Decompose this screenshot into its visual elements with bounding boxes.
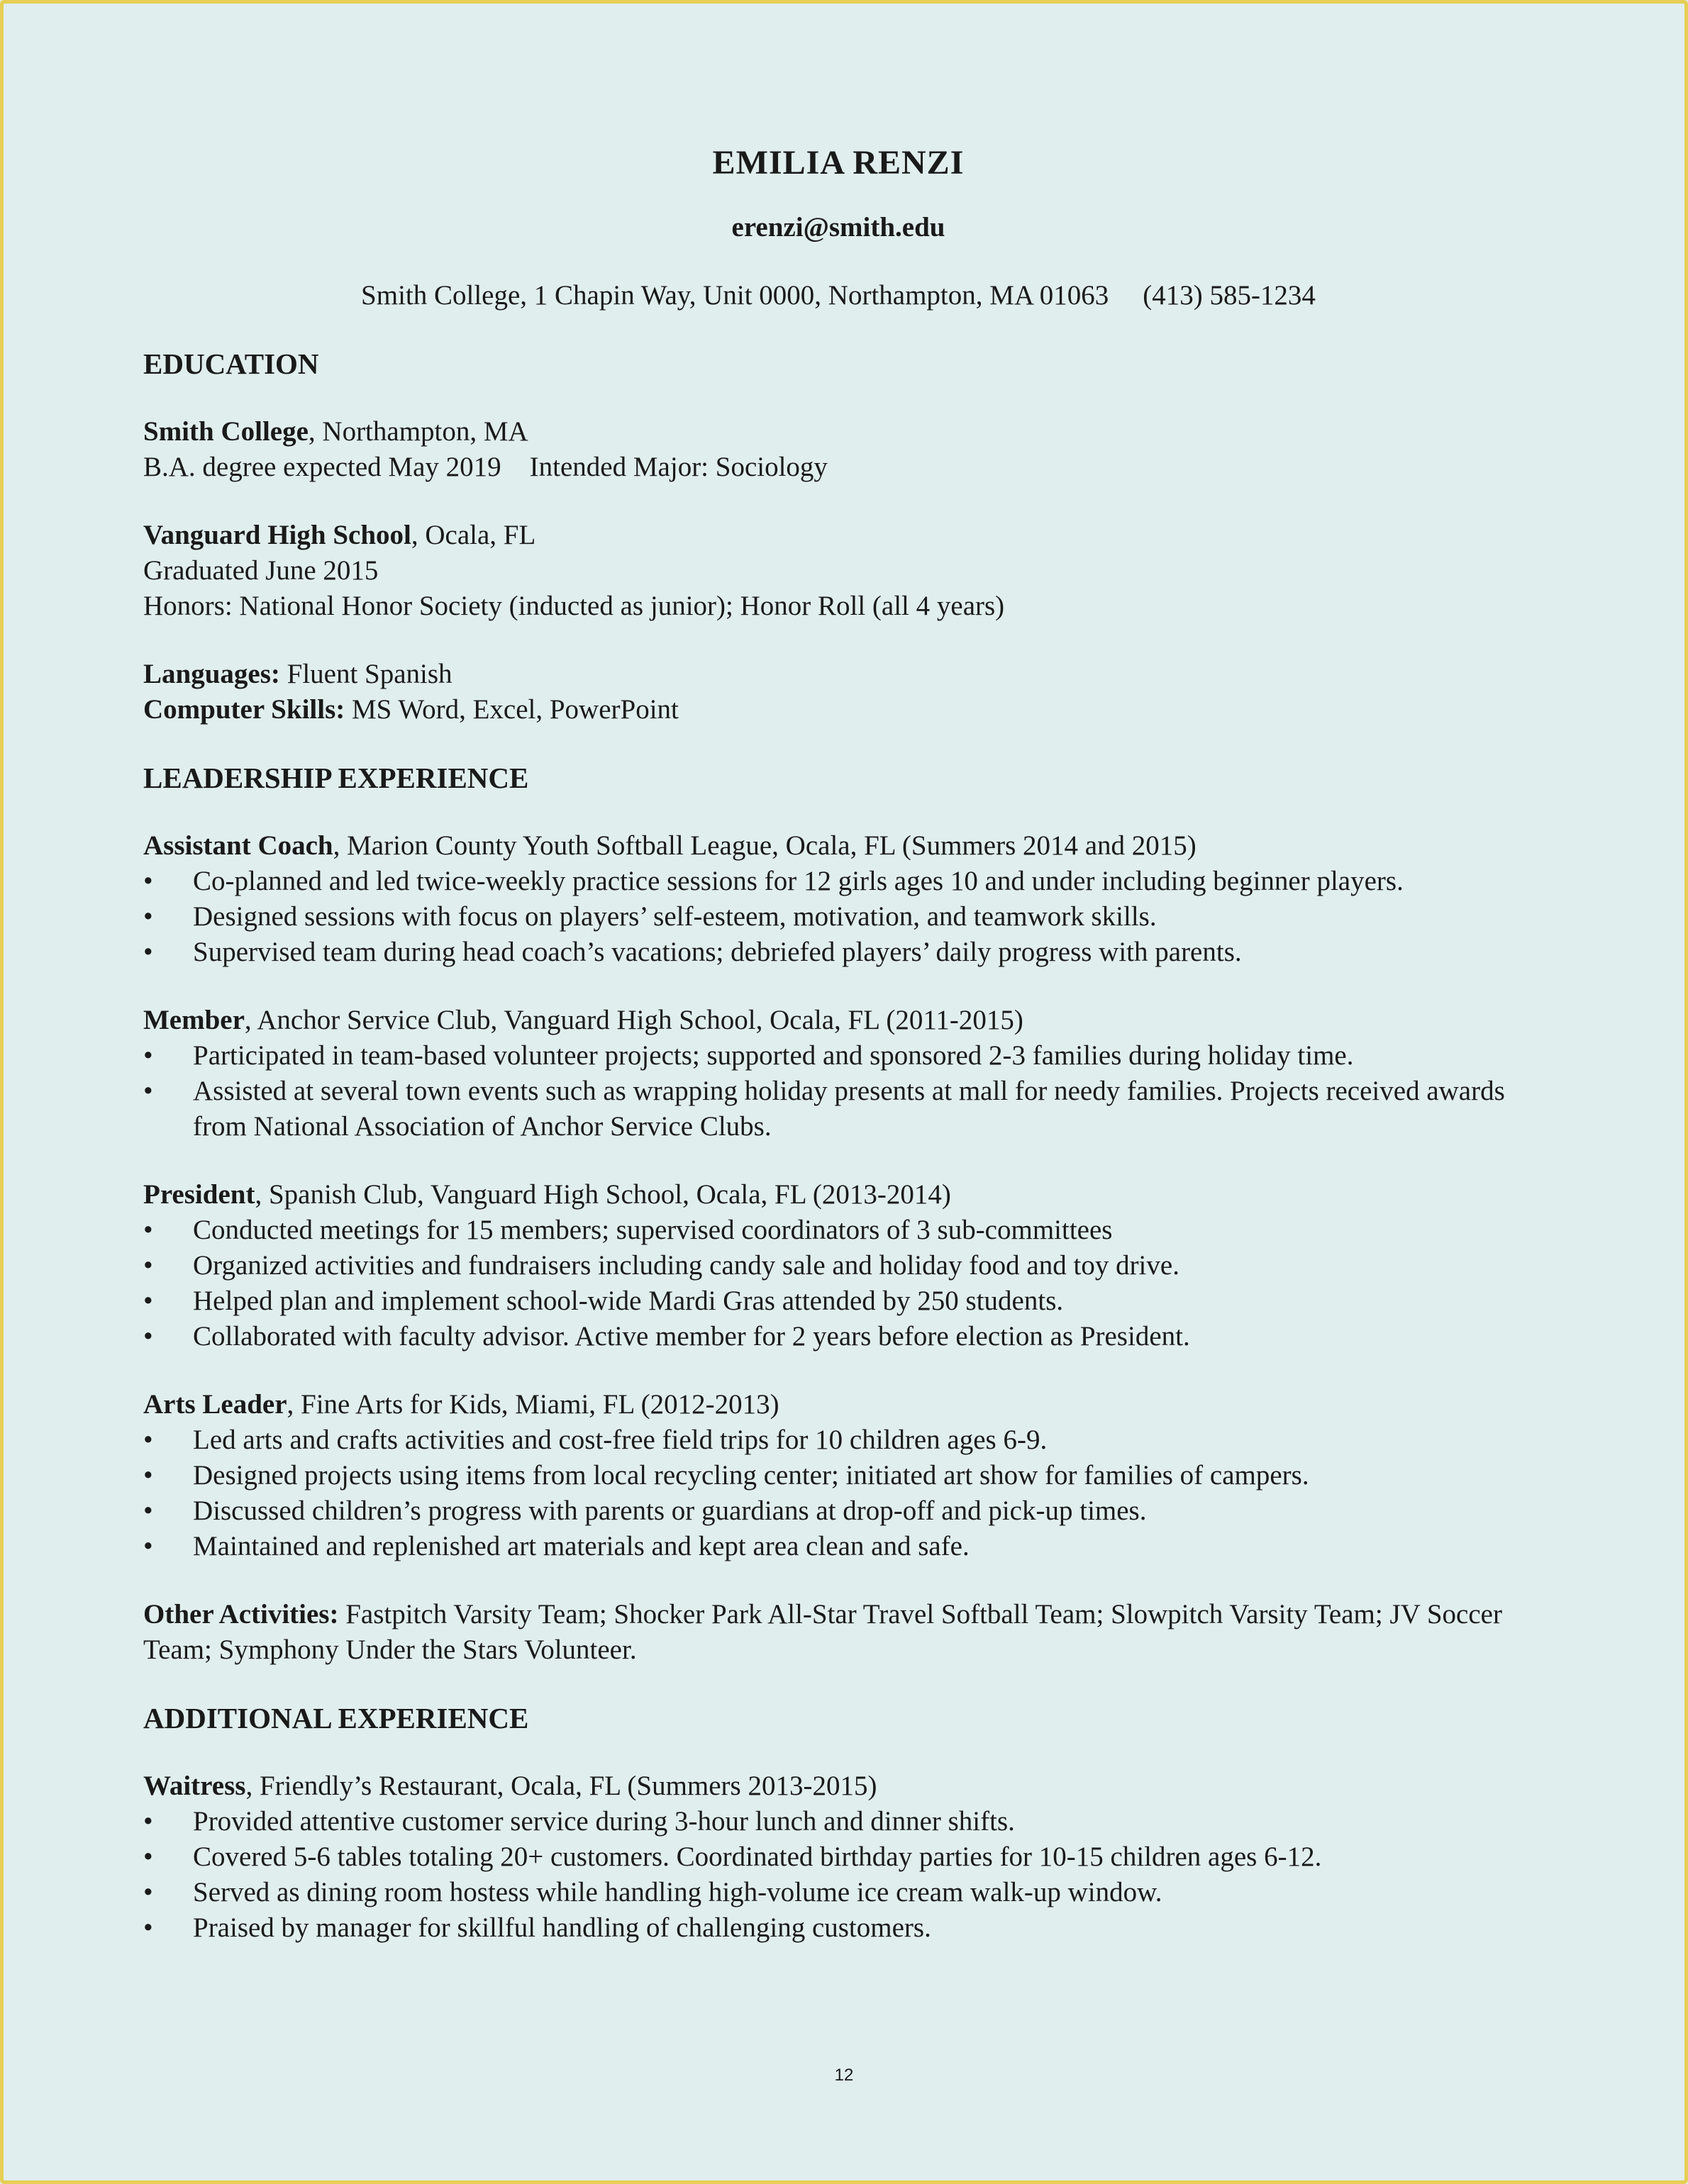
list-item: • Participated in team-based volunteer projects; supported and sponsored 2-3 families during holiday time. <box>143 1038 1533 1074</box>
bullet-icon: • <box>143 1912 153 1943</box>
list-item: • Supervised team during head coach’s vacations; debriefed players’ daily progress with parents. <box>143 935 1533 970</box>
list-item: • Covered 5-6 tables totaling 20+ customers. Coordinated birthday parties for 10-15 children ages 6-12. <box>143 1839 1533 1875</box>
phone-number: (413) 585-1234 <box>1143 280 1316 311</box>
leadership-entry-arts-leader <box>143 1387 1533 1564</box>
bullet-icon: • <box>143 1215 153 1245</box>
list-item: • Led arts and crafts activities and cost-free field trips for 10 children ages 6-9. <box>143 1422 1533 1458</box>
role-detail: , Anchor Service Club, Vanguard High School, Ocala, FL (2011-2015) <box>244 1005 1023 1035</box>
role-title: Assistant Coach <box>143 830 333 861</box>
bullet-icon: • <box>143 1460 153 1491</box>
list-item: • Discussed children’s progress with parents or guardians at drop-off and pick-up times. <box>143 1493 1533 1529</box>
list-item: • Collaborated with faculty advisor. Active member for 2 years before election as President. <box>143 1319 1533 1354</box>
role-line <box>143 828 1533 864</box>
bullet-list <box>143 1422 1533 1564</box>
bullet-list <box>143 864 1533 970</box>
bullet-icon: • <box>143 1040 153 1071</box>
email-address: erenzi@smith.edu <box>731 212 945 243</box>
bullet-icon: • <box>143 866 153 896</box>
school-name: Vanguard High School <box>143 520 411 550</box>
graduation-line: Graduated June 2015 <box>143 555 379 586</box>
role-line <box>143 1768 1533 1804</box>
list-item: • Helped plan and implement school-wide Mardi Gras attended by 250 students. <box>143 1283 1533 1319</box>
leadership-entry-president <box>143 1177 1533 1354</box>
languages-line <box>143 657 1533 692</box>
list-item: • Organized activities and fundraisers including candy sale and holiday food and toy drive. <box>143 1248 1533 1283</box>
role-title: President <box>143 1179 255 1210</box>
leadership-entry-coach <box>143 828 1533 970</box>
bullet-list <box>143 1213 1533 1354</box>
role-detail: , Marion County Youth Softball League, Ocala, FL (Summers 2014 and 2015) <box>333 830 1196 861</box>
role-line <box>143 1003 1533 1038</box>
honors-line: Honors: National Honor Society (inducted as junior); Honor Roll (all 4 years) <box>143 591 1005 621</box>
list-item: • Co-planned and led twice-weekly practice sessions for 12 girls ages 10 and under including beginner players. <box>143 864 1533 899</box>
bullet-icon: • <box>143 1531 153 1561</box>
candidate-name: EMILIA RENZI <box>712 144 965 182</box>
education-heading: EDUCATION <box>143 347 319 380</box>
bullet-icon: • <box>143 1495 153 1526</box>
bullet-icon: • <box>143 1842 153 1872</box>
bullet-icon: • <box>143 1286 153 1316</box>
additional-entry-waitress <box>143 1768 1533 1946</box>
school-line <box>143 518 1533 553</box>
bullet-icon: • <box>143 937 153 967</box>
list-item: • Designed projects using items from local recycling center; initiated art show for families of campers. <box>143 1458 1533 1493</box>
contact-line <box>143 278 1533 313</box>
other-activities-value: Fastpitch Varsity Team; Shocker Park All-Star Travel Softball Team; Slowpitch Varsity Team; JV Soccer Team; Symphony Under the Stars Volunteer. <box>143 1599 1502 1665</box>
role-detail: , Fine Arts for Kids, Miami, FL (2012-2013) <box>287 1389 779 1420</box>
role-title: Waitress <box>143 1771 246 1801</box>
other-activities <box>143 1597 1533 1668</box>
school-line <box>143 414 1533 450</box>
computer-skills-value: MS Word, Excel, PowerPoint <box>345 694 679 725</box>
languages-value: Fluent Spanish <box>279 659 452 689</box>
role-detail: , Friendly’s Restaurant, Ocala, FL (Summers 2013-2015) <box>245 1771 877 1801</box>
skills <box>143 657 1533 728</box>
additional-experience-heading: ADDITIONAL EXPERIENCE <box>143 1702 529 1734</box>
other-activities-label: Other Activities: <box>143 1599 339 1629</box>
school-location: , Ocala, FL <box>411 520 536 550</box>
role-line <box>143 1177 1533 1213</box>
page-number: 12 <box>834 2066 854 2085</box>
computer-skills-line <box>143 692 1533 728</box>
list-item: • Assisted at several town events such as wrapping holiday presents at mall for needy families. Projects received awards from National Association of Anchor Service Clubs. <box>143 1074 1533 1144</box>
mailing-address: Smith College, 1 Chapin Way, Unit 0000, Northampton, MA 01063 <box>361 280 1109 311</box>
bullet-icon: • <box>143 1250 153 1281</box>
bullet-icon: • <box>143 1877 153 1907</box>
education-vanguard <box>143 518 1533 624</box>
school-name: Smith College <box>143 416 309 447</box>
role-title: Member <box>143 1005 245 1035</box>
resume-page <box>143 142 1533 1978</box>
list-item: • Provided attentive customer service during 3-hour lunch and dinner shifts. <box>143 1804 1533 1839</box>
list-item: • Served as dining room hostess while handling high-volume ice cream walk-up window. <box>143 1875 1533 1910</box>
bullet-list <box>143 1804 1533 1946</box>
bullet-icon: • <box>143 901 153 932</box>
computer-skills-label: Computer Skills: <box>143 694 345 725</box>
bullet-icon: • <box>143 1321 153 1352</box>
leadership-heading: LEADERSHIP EXPERIENCE <box>143 762 529 794</box>
list-item: • Conducted meetings for 15 members; supervised coordinators of 3 sub-committees <box>143 1213 1533 1248</box>
education-smith <box>143 414 1533 485</box>
degree-line <box>143 450 1533 485</box>
school-location: , Northampton, MA <box>308 416 528 447</box>
list-item: • Maintained and replenished art materials and kept area clean and safe. <box>143 1529 1533 1564</box>
languages-label: Languages: <box>143 659 280 689</box>
role-title: Arts Leader <box>143 1389 287 1420</box>
bullet-icon: • <box>143 1076 153 1106</box>
degree: B.A. degree expected May 2019 <box>143 452 501 482</box>
list-item: • Designed sessions with focus on players’ self-esteem, motivation, and teamwork skills. <box>143 899 1533 935</box>
bullet-icon: • <box>143 1425 153 1455</box>
list-item: • Praised by manager for skillful handling of challenging customers. <box>143 1910 1533 1946</box>
major: Intended Major: Sociology <box>529 452 828 482</box>
bullet-list <box>143 1038 1533 1144</box>
leadership-entry-member <box>143 1003 1533 1144</box>
role-detail: , Spanish Club, Vanguard High School, Ocala, FL (2013-2014) <box>255 1179 951 1210</box>
bullet-icon: • <box>143 1806 153 1837</box>
role-line <box>143 1387 1533 1422</box>
